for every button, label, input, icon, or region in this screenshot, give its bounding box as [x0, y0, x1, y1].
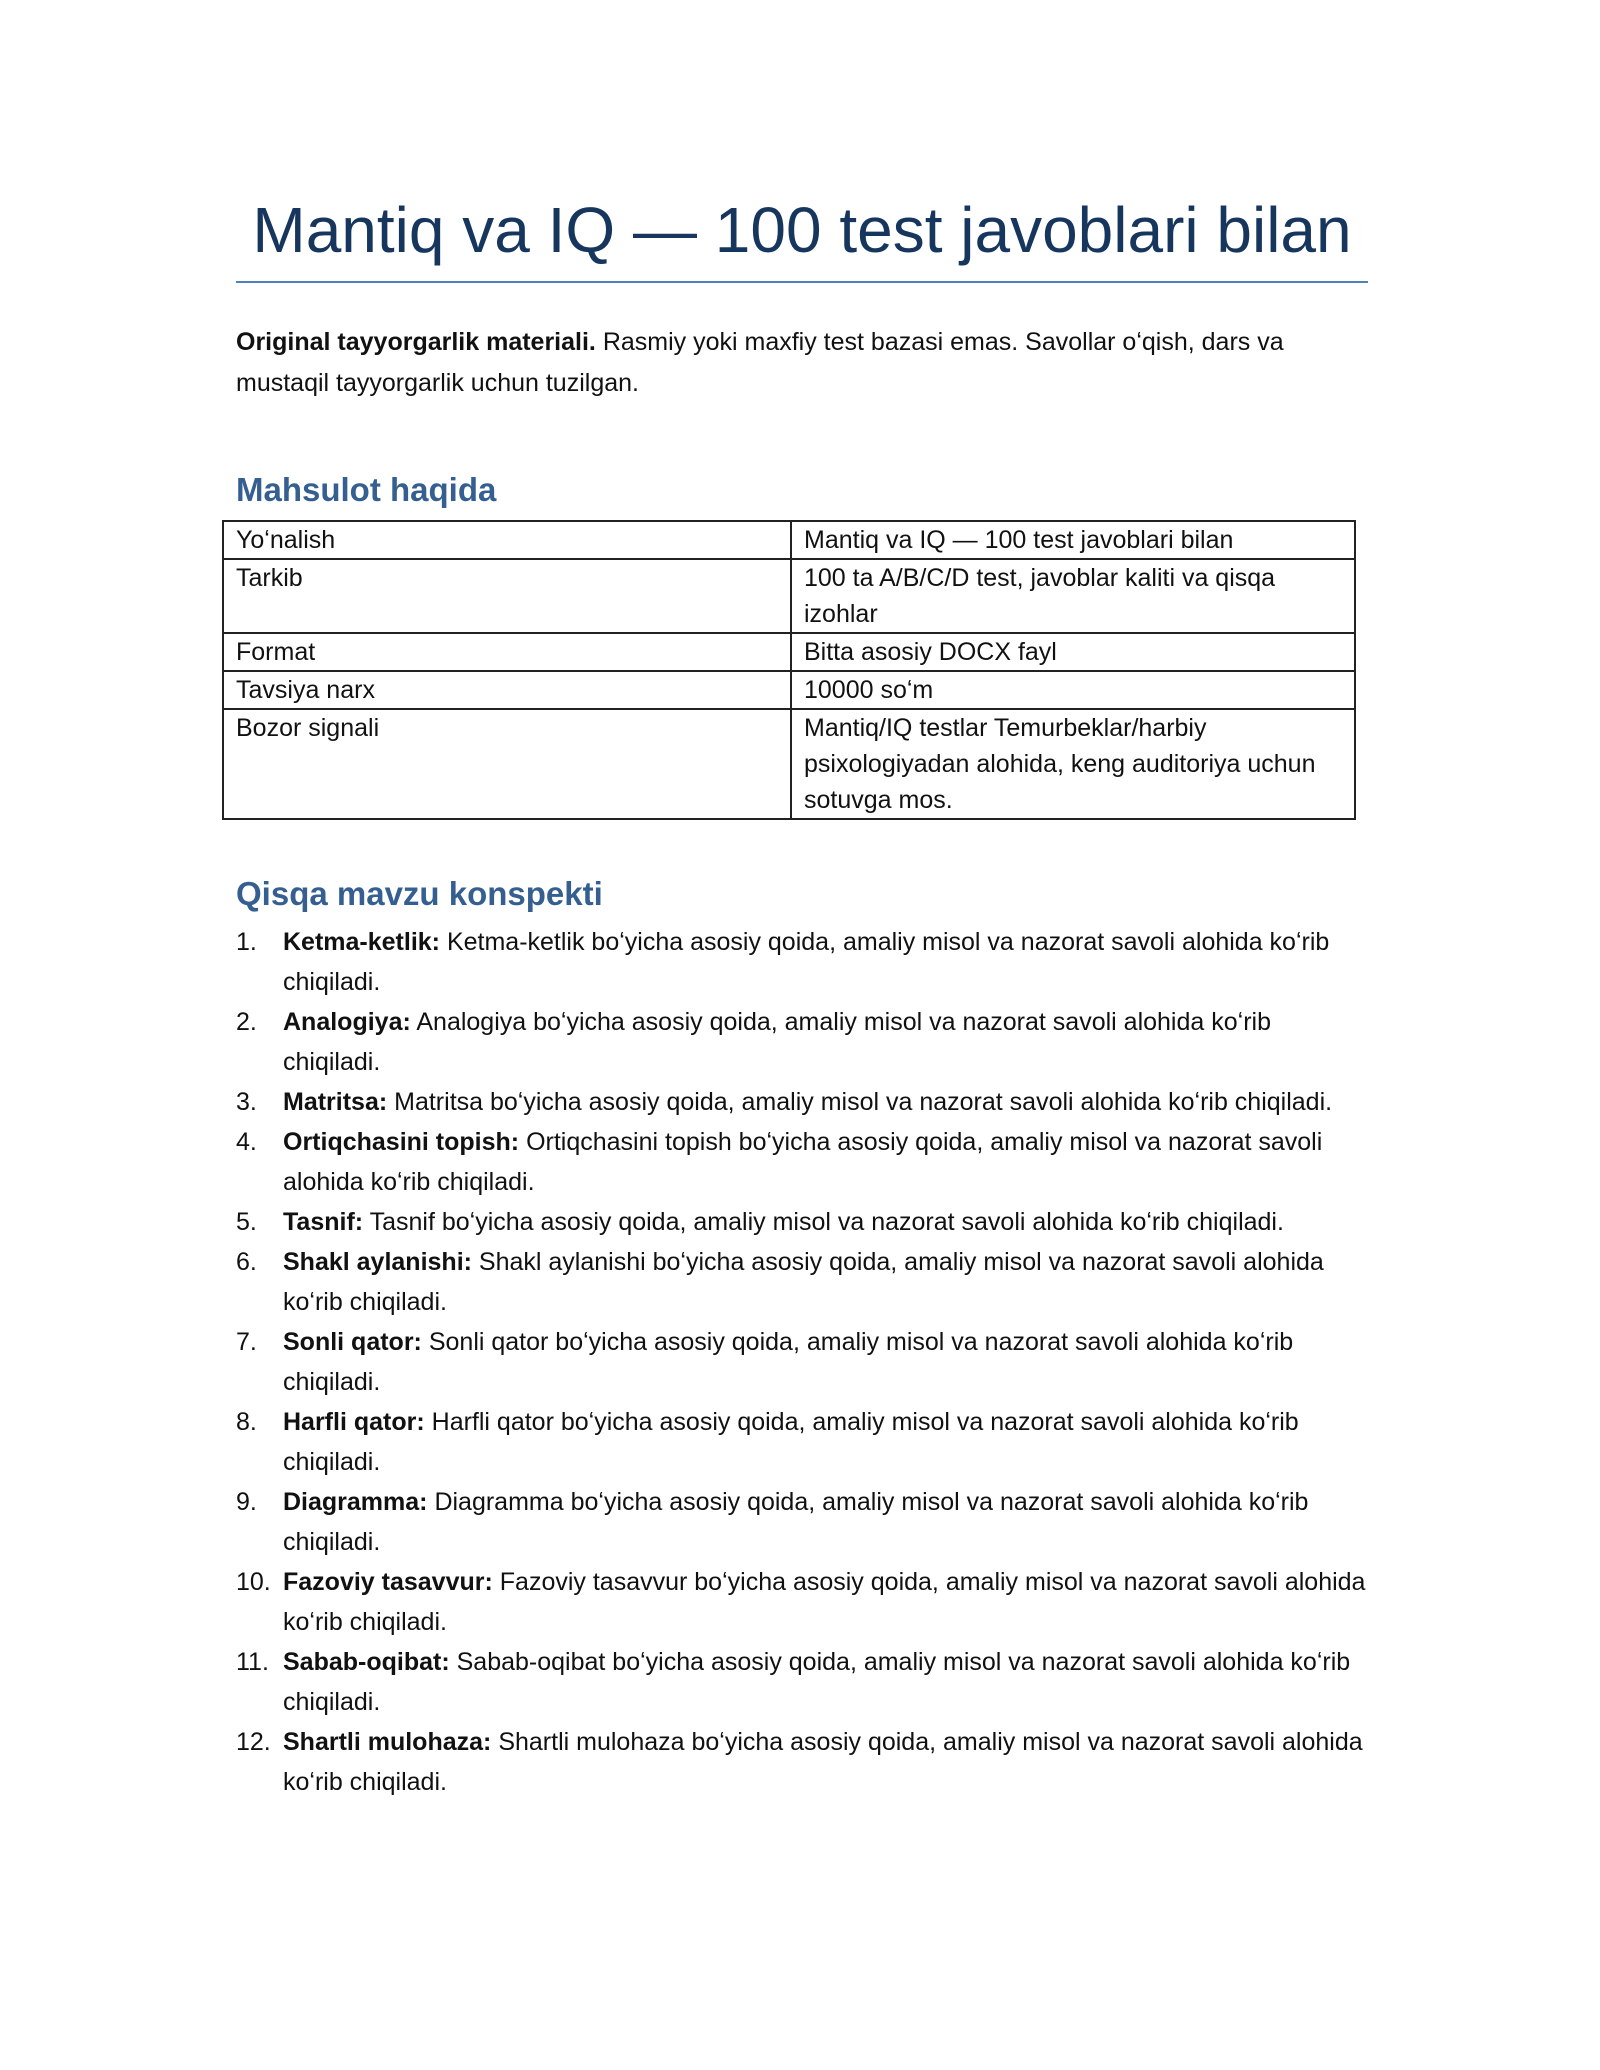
list-item [236, 1242, 1370, 1322]
list-item-number: 5. [236, 1208, 257, 1236]
list-item [236, 1082, 1370, 1122]
list-item-number: 6. [236, 1248, 257, 1276]
list-item [236, 1562, 1370, 1642]
table-cell-key: Yoʻnalish [223, 521, 791, 559]
list-item [236, 1122, 1370, 1202]
table-row [223, 521, 1355, 559]
list-item [236, 1482, 1370, 1562]
list-item-number: 3. [236, 1088, 257, 1116]
list-item-text: Shakl aylanishi boʻyicha asosiy qoida, amaliy misol va nazorat savoli alohida koʻrib chiqiladi. [283, 1248, 1324, 1316]
list-item-text: Ketma-ketlik boʻyicha asosiy qoida, amaliy misol va nazorat savoli alohida koʻrib chiqiladi. [283, 928, 1330, 996]
table-row [223, 671, 1355, 709]
list-item-term: Sonli qator: [283, 1328, 422, 1356]
table-cell-value: 100 ta A/B/C/D test, javoblar kaliti va qisqa izohlar [791, 559, 1355, 633]
list-item-text: Sabab-oqibat boʻyicha asosiy qoida, amaliy misol va nazorat savoli alohida koʻrib chiqiladi. [283, 1648, 1351, 1716]
list-item-text: Shartli mulohaza boʻyicha asosiy qoida, amaliy misol va nazorat savoli alohida koʻrib chiqiladi. [283, 1728, 1363, 1796]
list-item-term: Matritsa: [283, 1088, 388, 1116]
list-item-text: Tasnif boʻyicha asosiy qoida, amaliy misol va nazorat savoli alohida koʻrib chiqiladi. [363, 1208, 1284, 1236]
list-item-term: Ortiqchasini topish: [283, 1128, 520, 1156]
list-item-term: Fazoviy tasavvur: [283, 1568, 493, 1596]
list-item [236, 1722, 1370, 1802]
list-item-text: Fazoviy tasavvur boʻyicha asosiy qoida, amaliy misol va nazorat savoli alohida koʻrib chiqiladi. [283, 1568, 1366, 1636]
document-title: Mantiq va IQ — 100 test javoblari bilan [252, 194, 1352, 266]
list-item-number: 8. [236, 1408, 257, 1436]
table-cell-key: Tarkib [223, 559, 791, 633]
table-cell-key: Format [223, 633, 791, 671]
list-item [236, 1202, 1370, 1242]
list-item-text: Sonli qator boʻyicha asosiy qoida, amaliy misol va nazorat savoli alohida koʻrib chiqiladi. [283, 1328, 1294, 1396]
list-item-term: Sabab-oqibat: [283, 1648, 450, 1676]
list-item [236, 922, 1370, 1002]
topic-list [236, 922, 1370, 1802]
list-item-number: 12. [236, 1728, 271, 1756]
list-item-term: Shakl aylanishi: [283, 1248, 472, 1276]
intro-paragraph [236, 322, 1368, 404]
list-item [236, 1642, 1370, 1722]
table-cell-value: 10000 soʻm [791, 671, 1355, 709]
title-underline [236, 281, 1368, 283]
list-item-term: Ketma-ketlik: [283, 928, 440, 956]
list-item-number: 9. [236, 1488, 257, 1516]
table-cell-value: Mantiq/IQ testlar Temurbeklar/harbiy psixologiyadan alohida, keng auditoriya uchun sotuvga mos. [791, 709, 1355, 819]
list-item [236, 1322, 1370, 1402]
list-item-term: Tasnif: [283, 1208, 364, 1236]
table-row [223, 633, 1355, 671]
list-item [236, 1402, 1370, 1482]
list-item-term: Diagramma: [283, 1488, 428, 1516]
list-item-number: 2. [236, 1008, 257, 1036]
product-section-heading: Mahsulot haqida [236, 471, 497, 508]
table-cell-key: Bozor signali [223, 709, 791, 819]
list-item [236, 1002, 1370, 1082]
list-item-text: Matritsa boʻyicha asosiy qoida, amaliy misol va nazorat savoli alohida koʻrib chiqiladi. [387, 1088, 1333, 1116]
list-item-text: Harfli qator boʻyicha asosiy qoida, amaliy misol va nazorat savoli alohida koʻrib chiqiladi. [283, 1408, 1299, 1476]
table-cell-value: Mantiq va IQ — 100 test javoblari bilan [791, 521, 1355, 559]
list-item-term: Analogiya: [283, 1008, 411, 1036]
product-info-table [222, 520, 1356, 820]
list-item-term: Harfli qator: [283, 1408, 425, 1436]
table-cell-value: Bitta asosiy DOCX fayl [791, 633, 1355, 671]
list-item-number: 4. [236, 1128, 257, 1156]
table-cell-key: Tavsiya narx [223, 671, 791, 709]
list-item-text: Ortiqchasini topish boʻyicha asosiy qoida, amaliy misol va nazorat savoli alohida koʻrib chiqiladi. [283, 1128, 1323, 1196]
list-item-term: Shartli mulohaza: [283, 1728, 492, 1756]
intro-text: Rasmiy yoki maxfiy test bazasi emas. Savollar oʻqish, dars va mustaqil tayyorgarlik uchun tuzilgan. [236, 328, 1284, 397]
intro-bold-lead: Original tayyorgarlik materiali. [236, 328, 596, 356]
list-item-text: Diagramma boʻyicha asosiy qoida, amaliy misol va nazorat savoli alohida koʻrib chiqiladi. [283, 1488, 1309, 1556]
table-row [223, 559, 1355, 633]
summary-section-heading: Qisqa mavzu konspekti [236, 875, 603, 912]
list-item-number: 7. [236, 1328, 257, 1356]
list-item-number: 11. [236, 1648, 269, 1676]
list-item-number: 10. [236, 1568, 271, 1596]
table-row [223, 709, 1355, 819]
list-item-number: 1. [236, 928, 257, 956]
list-item-text: Analogiya boʻyicha asosiy qoida, amaliy misol va nazorat savoli alohida koʻrib chiqiladi. [283, 1008, 1271, 1076]
